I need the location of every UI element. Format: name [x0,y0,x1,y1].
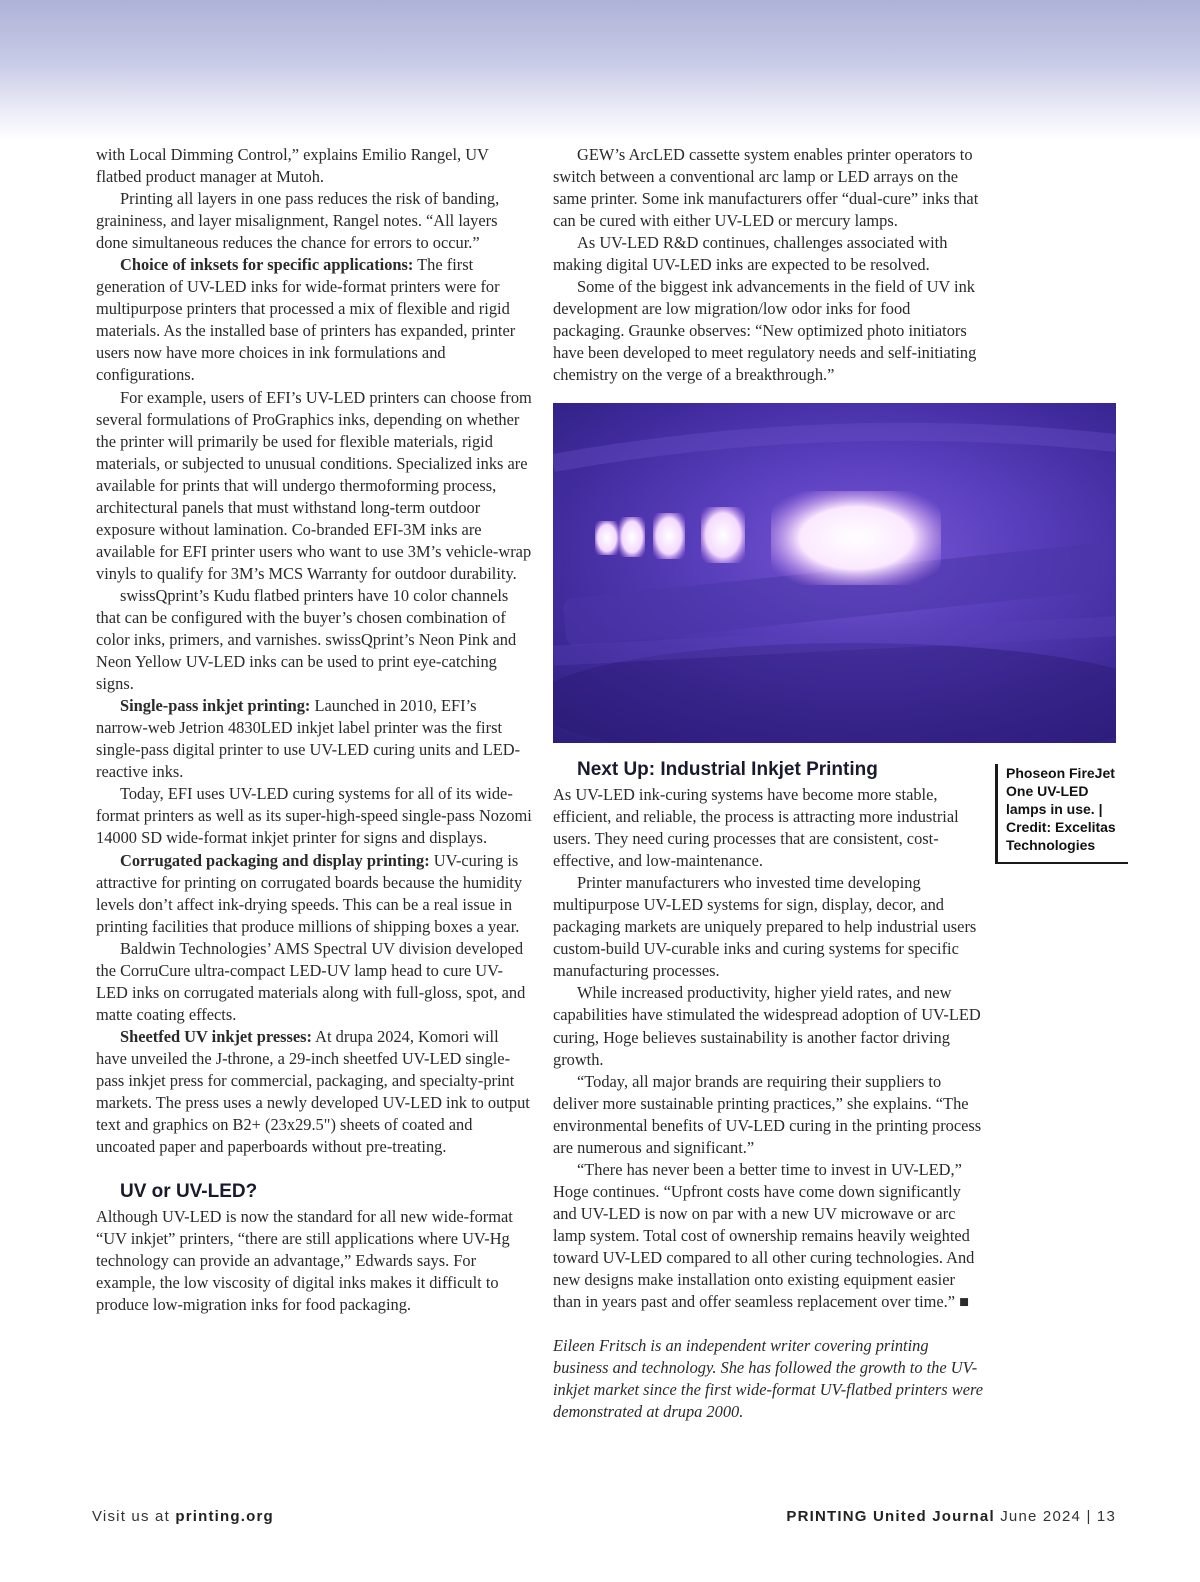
lamp-small-2 [619,517,645,557]
paragraph: Printer manufacturers who invested time developing multipurpose UV-LED systems for sign, display, decor, and packaging markets are uniquely prepared to help industrial users custom-build UV-curable inks and curing systems for specific manufacturing processes. [553,873,977,981]
lamp-large [771,491,941,585]
paragraph: Although UV-LED is now the standard for all new wide-format “UV inkjet” printers, “there are still applications where UV-Hg technology can provide an advantage,” Edwards says. For example, the low viscosity of digital inks makes it difficult to produce low-migration inks for food packaging. [96,1207,513,1315]
paragraph: “There has never been a better time to invest in UV-LED,” Hoge continues. “Upfront costs have come down significantly and UV-LED is now on par with a new UV microwave or arc lamp system. Total cost of ownership remains heavily weighted toward UV-LED compared to all other curing technologies. And new designs make installation onto existing equipment easier than in years past and offer seamless replacement over time.” ■ [553,1159,975,1312]
photo-caption: Phoseon FireJet One UV-LED lamps in use. | Credit: Excelitas Technologies [995,764,1128,864]
header-gradient-band [0,0,1200,140]
paragraph: “Today, all major brands are requiring their suppliers to deliver more sustainable printing practices,” she explains. “The environmental benefits of UV-LED curing in the printing process are numerous and significant.” [553,1071,982,1157]
paragraph: Today, EFI uses UV-LED curing systems for all of its wide-format printers as well as its super-high-speed single-pass Nozomi 14000 SD wide-format inkjet printer for signs and displays. [96,784,532,848]
paragraph: Printing all layers in one pass reduces the risk of banding, graininess, and layer misalignment, Rangel notes. “All layers done simultaneous reduces the chance for errors to occur.” [96,189,500,253]
paragraph: Baldwin Technologies’ AMS Spectral UV division developed the CorruCure ultra-compact LED-UV lamp head to cure UV-LED inks on corrugated materials along with full-gloss, spot, and matte coating effects. [96,938,526,1024]
lamp-small-1 [595,521,619,555]
section-heading: Next Up: Industrial Inkjet Printing [577,759,878,780]
run-in-head: Sheetfed UV inkjet presses: [120,1026,312,1046]
author-bio: Eileen Fritsch is an independent writer covering printing business and technology. She has followed the growth to the UV-inkjet market since the first wide-format UV-flatbed printers were demonstrated at drupa 2000. [553,1336,984,1422]
uv-led-lamps-photo [553,403,1116,743]
paragraph: Some of the biggest ink advancements in the field of UV ink development are low migration/low odor inks for food packaging. Graunke observes: “New optimized photo initiators have been developed to meet regulatory needs and self-initiating chemistry on the verge of a breakthrough.” [553,277,977,385]
footer-left: Visit us at printing.org [92,1508,274,1525]
footer-right [786,1508,1116,1525]
run-in-head: Corrugated packaging and display printing: [120,850,430,870]
paragraph: Sheetfed UV inkjet presses: At drupa 2024, Komori will have unveiled the J-throne, a 29-inch sheetfed UV-LED single-pass inkjet press for commercial, packaging, and specialty-print markets. The press uses a newly developed UV-LED ink to output text and graphics on B2+ (23x29.5") sheets of coated and uncoated paper and paperboards without pre-treating. [96,1026,530,1157]
right-column-top [553,144,985,387]
website-link[interactable]: printing.org [175,1508,274,1525]
publication-name: PRINTING United Journal [786,1508,995,1525]
paragraph: Single-pass inkjet printing: Launched in 2010, EFI’s narrow-web Jetrion 4830LED inkjet label printer was the first single-pass digital printer to use UV-LED curing units and LED-reactive inks. [96,696,521,782]
run-in-head: Single-pass inkjet printing: [120,696,311,716]
left-column [96,144,532,1316]
paragraph: Corrugated packaging and display printing: UV-curing is attractive for printing on corrugated boards because the humidity levels don’t affect ink-drying speeds. This can be a real issue in printing facilities that produce millions of shipping boxes a year. [96,850,523,936]
paragraph: While increased productivity, higher yield rates, and new capabilities have stimulated the widespread adoption of UV-LED curing, Hoge believes sustainability is another factor driving growth. [553,983,981,1069]
paragraph: As UV-LED ink-curing systems have become more stable, efficient, and reliable, the process is attracting more industrial users. They need curing processes that are consistent, cost-effective, and low-maintenance. [553,785,959,871]
lamp-small-4 [701,507,745,563]
paragraph: swissQprint’s Kudu flatbed printers have 10 color channels that can be configured with the buyer’s chosen combination of color inks, primers, and varnishes. swissQprint’s Neon Pink and Neon Yellow UV-LED inks can be used to print eye-catching signs. [96,585,517,694]
photo-illustration [553,403,1116,743]
paragraph: As UV-LED R&D continues, challenges associated with making digital UV-LED inks are expected to be resolved. [553,233,948,275]
paragraph: Choice of inksets for specific applications: The first generation of UV-LED inks for wide-format printers were for multipurpose printers that processed a mix of flexible and rigid materials. As the installed base of printers has expanded, printer users now have more choices in ink formulations and configurations. [96,255,516,385]
paragraph: GEW’s ArcLED cassette system enables printer operators to switch between a conventional arc lamp or LED arrays on the same printer. Some ink manufacturers offer “dual-cure” inks that can be cured with either UV-LED or mercury lamps. [553,145,979,231]
right-column-bottom [553,758,985,1423]
paragraph: For example, users of EFI’s UV-LED printers can choose from several formulations of ProGraphics inks, depending on whether the printer will primarily be used for flexible materials, rigid materials, or subjected to unusual conditions. Specialized inks are available for prints that will undergo thermoforming process, architectural panels that must withstand long-term outdoor exposure without lamination. Co-branded EFI-3M inks are available for EFI printer users who want to use 3M’s vehicle-wrap vinyls to qualify for 3M’s MCS Warranty for outdoor durability. [96,387,532,583]
lamp-small-3 [653,513,685,559]
paragraph: with Local Dimming Control,” explains Emilio Rangel, UV flatbed product manager at Mutoh. [96,145,489,187]
section-heading: UV or UV-LED? [120,1181,258,1203]
issue-and-page: June 2024 | 13 [994,1508,1116,1525]
run-in-head: Choice of inksets for specific applications: [120,255,414,275]
